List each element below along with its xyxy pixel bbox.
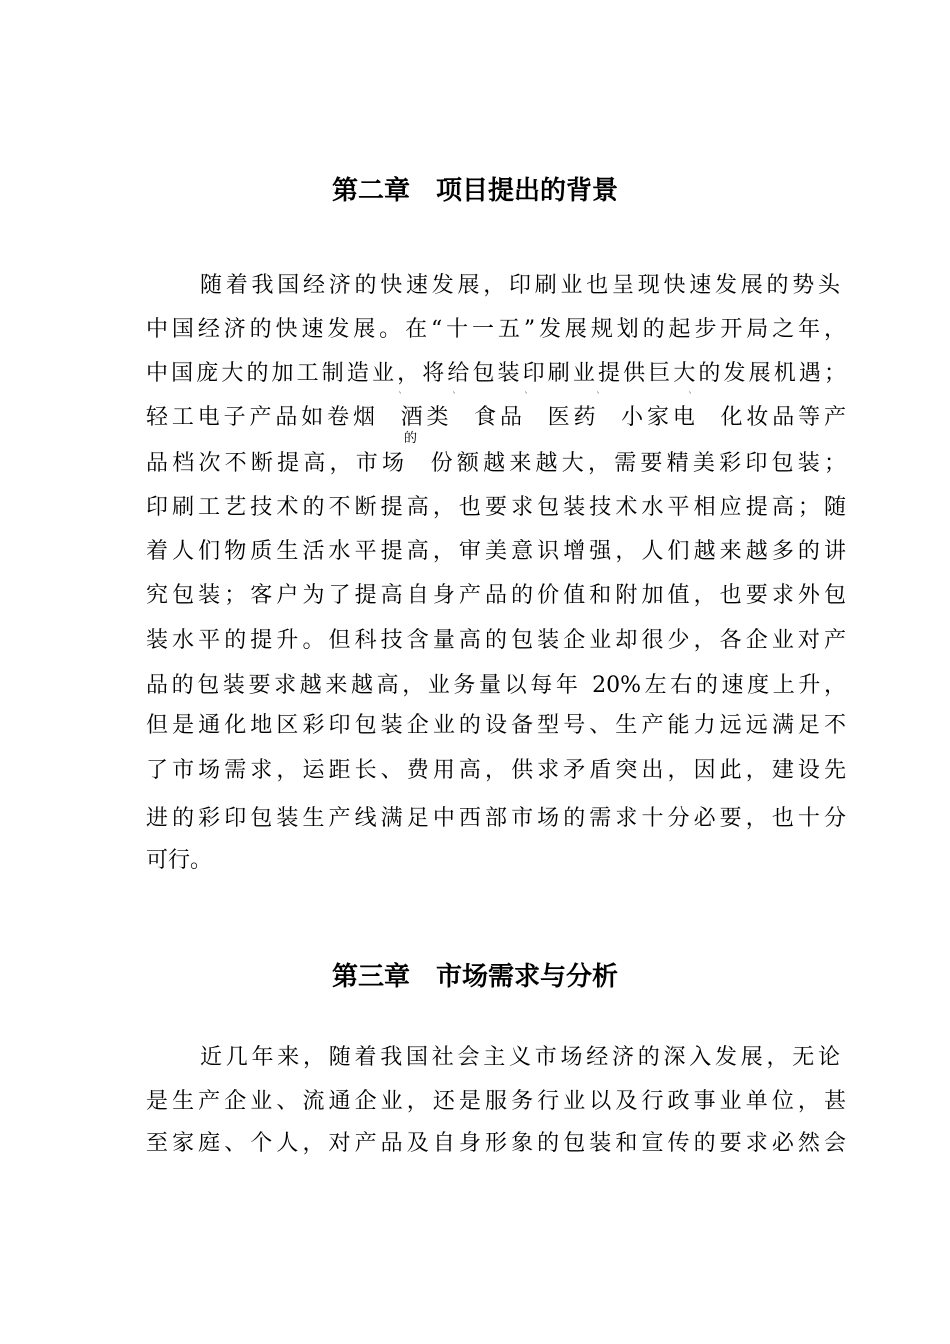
paragraph-line: 究包装；客户为了提高自身产品的价值和附加值，也要求外包 — [146, 583, 846, 608]
small-char: 的 — [404, 431, 418, 446]
paragraph-line: 随着我国经济的快速发展，印刷业也呈现快速发展的势头 — [200, 273, 840, 298]
chapter-2-title: 第二章 项目提出的背景 — [331, 176, 618, 206]
paragraph-line: 中国经济的快速发展。在“十一五”发展规划的起步开局之年， — [146, 317, 846, 342]
paragraph-line: 中国庞大的加工制造业，将给包装印刷业提供巨大的发展机遇； — [146, 361, 846, 386]
tick-mark: ˋ — [452, 392, 457, 403]
paragraph-line: 可行。 — [146, 848, 213, 873]
paragraph-line: 是生产企业、流通企业，还是服务行业以及行政事业单位，甚 — [146, 1089, 846, 1114]
paragraph-line: 品的包装要求越来越高，业务量以每年 20%左右的速度上升， — [146, 673, 846, 698]
paragraph-line: 装水平的提升。但科技含量高的包装企业却很少，各企业对产 — [146, 628, 846, 653]
paragraph-line: 近几年来，随着我国社会主义市场经济的深入发展，无论 — [200, 1045, 840, 1070]
chapter-3-title: 第三章 市场需求与分析 — [331, 962, 618, 992]
paragraph-line: 轻工电子产品如卷烟 酒类 食品 医药 小家电 化妆品等产 — [146, 405, 846, 430]
paragraph-line: 品档次不断提高，市场 份额越来越大，需要精美彩印包装； — [146, 451, 846, 476]
tick-mark: ˋ — [398, 392, 403, 403]
tick-mark: ˋ — [688, 392, 693, 403]
paragraph-line: 了市场需求，运距长、费用高，供求矛盾突出，因此，建设先 — [146, 758, 846, 783]
paragraph-line: 但是通化地区彩印包装企业的设备型号、生产能力远远满足不 — [146, 713, 846, 738]
paragraph-line: 至家庭、个人，对产品及自身形象的包装和宣传的要求必然会 — [146, 1131, 846, 1156]
tick-mark: ˋ — [596, 392, 601, 403]
paragraph-line: 着人们物质生活水平提高，审美意识增强，人们越来越多的讲 — [146, 539, 846, 564]
paragraph-line: 进的彩印包装生产线满足中西部市场的需求十分必要，也十分 — [146, 806, 846, 831]
paragraph-line: 印刷工艺技术的不断提高，也要求包装技术水平相应提高；随 — [146, 495, 846, 520]
tick-mark: ˋ — [524, 392, 529, 403]
